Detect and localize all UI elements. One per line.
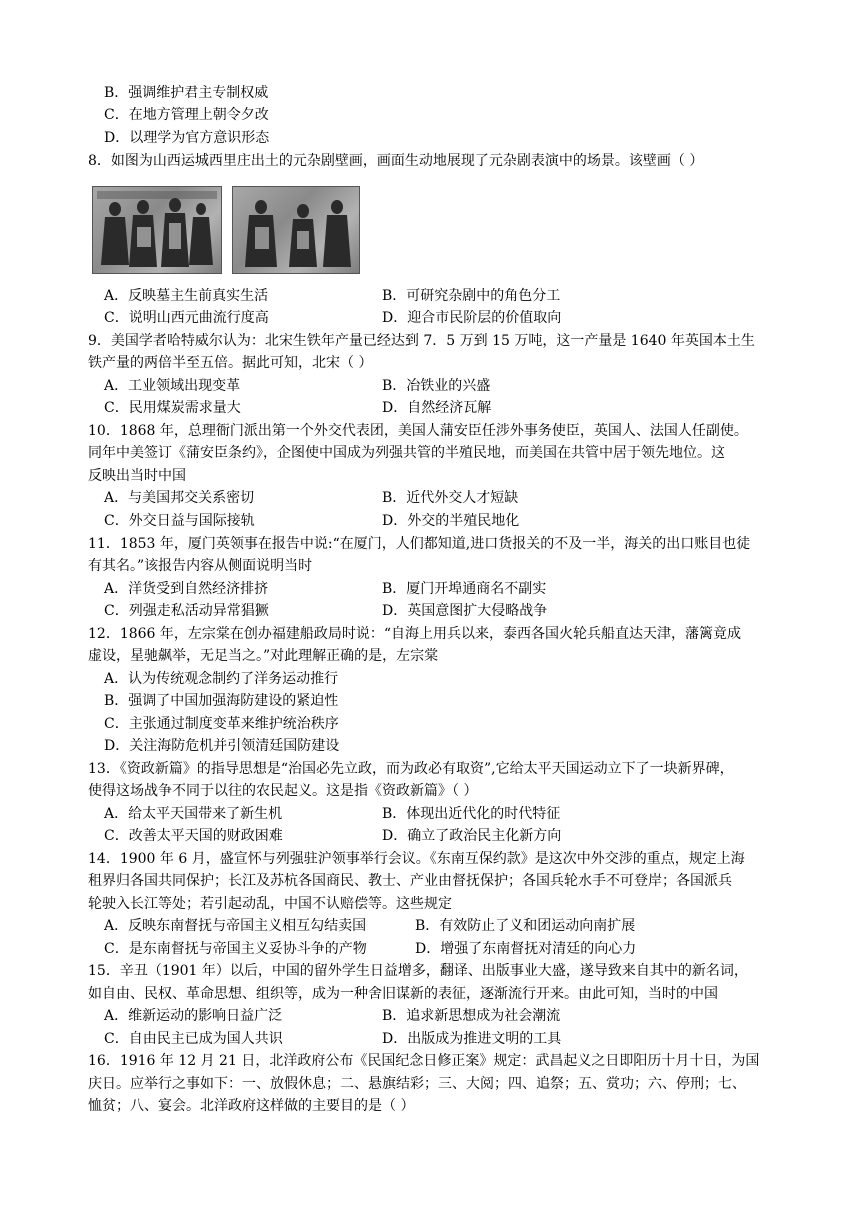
q9-stem-line1: 9．美国学者哈特威尔认为：北宋生铁年产量已经达到 7．5 万到 15 万吨，这一产量是 1640 年英国本土生 xyxy=(88,333,755,349)
q10-stem-line1: 10．1868 年，总理衙门派出第一个外交代表团，美国人蒲安臣任涉外事务使臣，英国人、法国人任副使。 xyxy=(88,423,748,439)
q8-option-d: D．迎合市民阶层的价值取向 xyxy=(382,310,562,326)
q10-stem-line2: 同年中美签订《蒲安臣条约》，企图使中国成为列强共管的半殖民地，而美国在共管中居于领先地位。这 xyxy=(88,445,725,461)
q8-option-a: A．反映墓主生前真实生活 xyxy=(104,288,269,304)
q12-stem-line1: 12．1866 年，左宗棠在创办福建船政局时说：“自海上用兵以来，泰西各国火轮兵船直达天津，藩篱竟成 xyxy=(88,626,742,642)
q12-option-d: D．关注海防危机并引领清廷国防建设 xyxy=(104,738,340,754)
q12-option-c: C．主张通过制度变革来维护统治秩序 xyxy=(104,716,339,732)
mural-photo-right xyxy=(232,186,360,274)
q10-option-d: D．外交的半殖民地化 xyxy=(382,513,520,529)
q15-stem-line1: 15．辛丑（1901 年）以后，中国的留外学生日益增多，翻译、出版事业大盛，遂导致来自其中的新名词， xyxy=(88,963,748,979)
q13-option-b: B．体现出近代化的时代特征 xyxy=(382,806,561,822)
q13-stem-line2: 使得这场战争不同于以往的农民起义。这是指《资政新篇》（ ） xyxy=(88,783,478,799)
q10-option-c: C．外交日益与国际接轨 xyxy=(104,513,255,529)
q7-option-b: B．强调维护君主专制权威 xyxy=(104,85,269,101)
q10-option-a: A．与美国邦交关系密切 xyxy=(104,490,255,506)
q9-option-a: A．工业领域出现变革 xyxy=(104,378,241,394)
q8-option-c: C．说明山西元曲流行度高 xyxy=(104,310,269,326)
q14-option-c: C．是东南督抚与帝国主义妥协斗争的产物 xyxy=(104,941,367,957)
q14-option-b: B．有效防止了义和团运动向南扩展 xyxy=(415,918,636,934)
q15-stem-line2: 如自由、民权、革命思想、组织等，成为一种舍旧谋新的表征，逐渐流行开来。由此可知，当时的中国 xyxy=(88,986,718,1002)
q9-stem-line2: 铁产量的两倍半至五倍。据此可知，北宋（ ） xyxy=(88,355,373,371)
q7-option-c: C．在地方管理上朝令夕改 xyxy=(104,107,269,123)
q13-option-d: D．确立了政治民主化新方向 xyxy=(382,828,562,844)
q13-option-c: C．改善太平天国的财政困难 xyxy=(104,828,283,844)
q12-option-a: A．认为传统观念制约了洋务运动推行 xyxy=(104,671,339,687)
q8-option-b: B．可研究杂剧中的角色分工 xyxy=(382,288,561,304)
q11-option-d: D．英国意图扩大侵略战争 xyxy=(382,603,548,619)
q11-stem-line2: 有其名。”该报告内容从侧面说明当时 xyxy=(88,558,313,574)
q14-option-a: A．反映东南督抚与帝国主义相互勾结卖国 xyxy=(104,918,367,934)
q10-stem-line3: 反映出当时中国 xyxy=(88,468,186,484)
q11-stem-line1: 11．1853 年，厦门英领事在报告中说:“在厦门，人们都知道,进口货报关的不及一半，海关的出口账目也徒 xyxy=(88,536,751,552)
q11-option-c: C．列强走私活动异常猖獗 xyxy=(104,603,269,619)
q7-option-d: D．以理学为官方意识形态 xyxy=(104,130,270,146)
q9-option-b: B．冶铁业的兴盛 xyxy=(382,378,491,394)
q16-stem-line3: 恤贫；八、宴会。北洋政府这样做的主要目的是（ ） xyxy=(88,1098,415,1114)
q14-option-d: D．增强了东南督抚对清廷的向心力 xyxy=(415,941,637,957)
q11-option-b: B．厦门开埠通商名不副实 xyxy=(382,581,547,597)
q14-stem-line1: 14．1900 年 6 月，盛宣怀与列强驻沪领事举行会议。《东南互保约款》是这次中外交涉的重点，规定上海 xyxy=(88,851,745,867)
mural-photo-left xyxy=(92,186,222,274)
q16-stem-line1: 16．1916 年 12 月 21 日，北洋政府公布《民国纪念日修正案》规定：武昌起义之日即阳历十月十日，为国 xyxy=(88,1053,760,1069)
q12-stem-line2: 虚设，星驰飙举，无足当之。”对此理解正确的是，左宗棠 xyxy=(88,648,439,664)
q15-option-b: B．追求新思想成为社会潮流 xyxy=(382,1008,561,1024)
q13-option-a: A．给太平天国带来了新生机 xyxy=(104,806,283,822)
q10-option-b: B．近代外交人才短缺 xyxy=(382,490,519,506)
q15-option-a: A．维新运动的影响日益广泛 xyxy=(104,1008,283,1024)
q15-option-c: C．自由民主已成为国人共识 xyxy=(104,1031,283,1047)
q11-option-a: A．洋货受到自然经济排挤 xyxy=(104,581,269,597)
q14-stem-line3: 轮驶入长江等处；若引起动乱，中国不认赔偿等。这些规定 xyxy=(88,896,452,912)
q9-option-c: C．民用煤炭需求量大 xyxy=(104,400,241,416)
q13-stem-line1: 13．《资政新篇》的指导思想是“治国必先立政，而为政必有取资”,它给太平天国运动立下了一块新界碑， xyxy=(88,761,734,777)
q15-option-d: D．出版成为推进文明的工具 xyxy=(382,1031,562,1047)
q9-option-d: D．自然经济瓦解 xyxy=(382,400,492,416)
q14-stem-line2: 租界归各国共同保护；长江及苏杭各国商民、教士、产业由督抚保护；各国兵轮水手不可登岸；各国派兵 xyxy=(88,873,732,889)
q8-stem: 8．如图为山西运城西里庄出土的元杂剧壁画，画面生动地展现了元杂剧表演中的场景。该壁画（ ） xyxy=(88,153,704,169)
q16-stem-line2: 庆日。应举行之事如下：一、放假休息；二、悬旗结彩；三、大阅；四、追祭；五、赏功；六、停刑；七、 xyxy=(88,1076,746,1092)
q12-option-b: B．强调了中国加强海防建设的紧迫性 xyxy=(104,693,339,709)
